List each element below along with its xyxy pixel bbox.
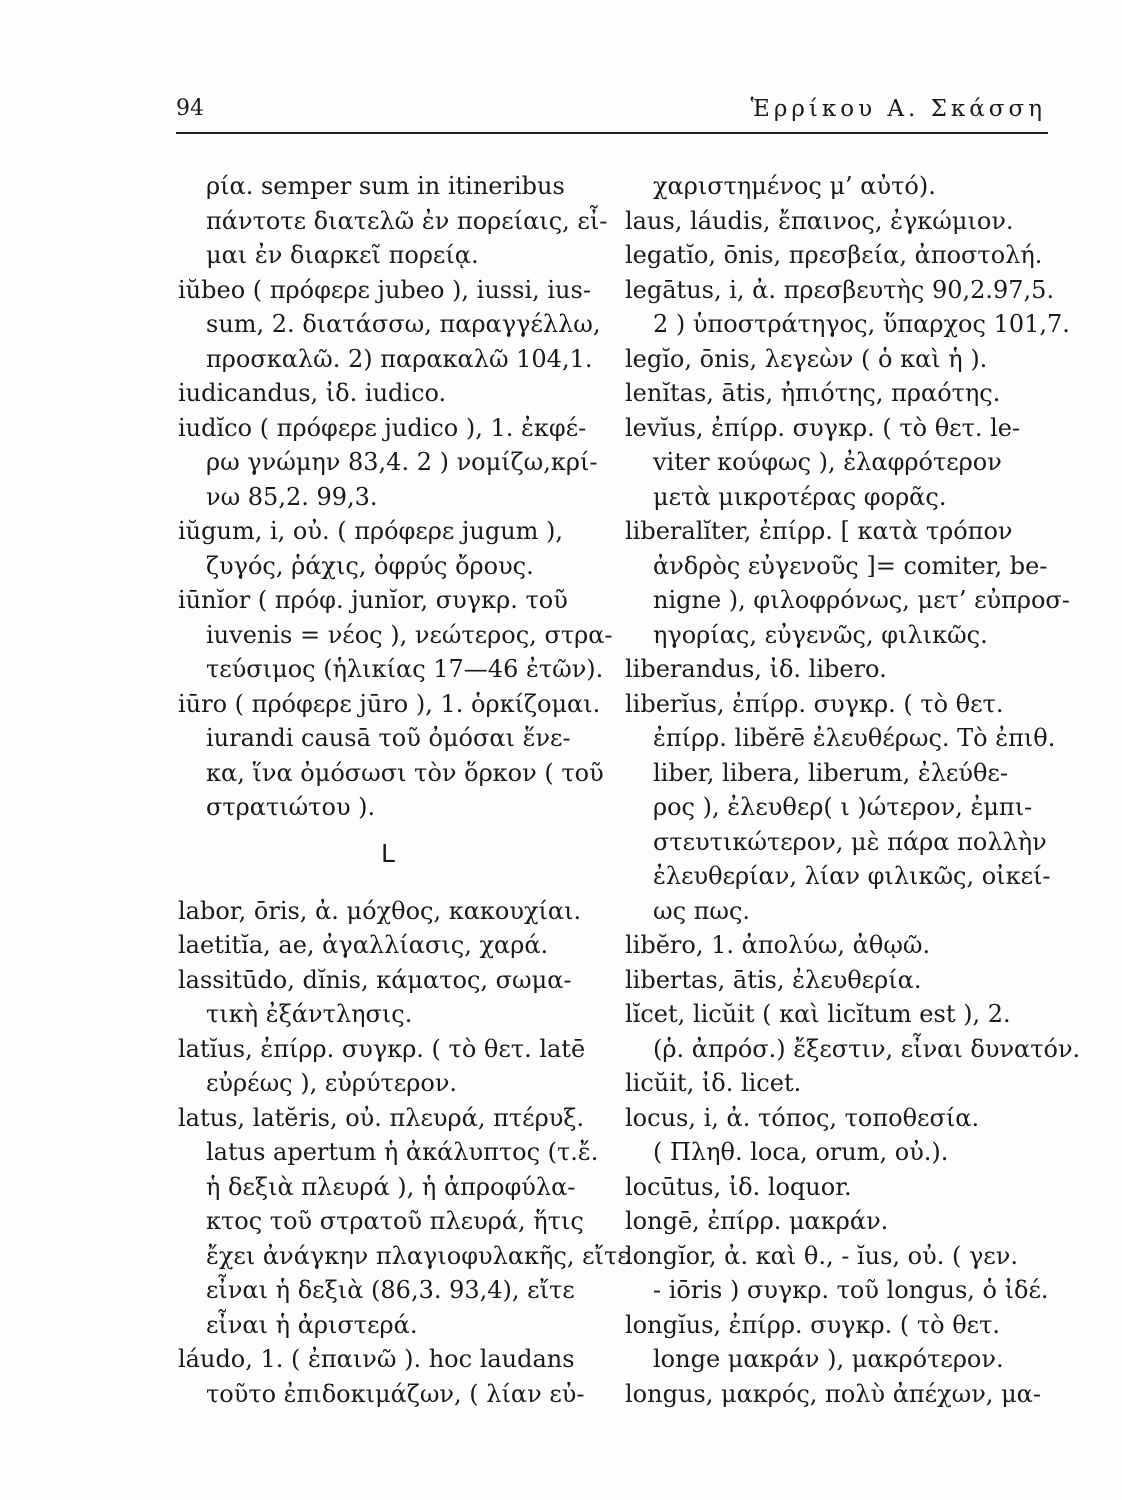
dictionary-line: nigne ), φιλοφρόνως, μετ’ εὐπροσ- [653, 586, 1070, 614]
dictionary-line: laetitĭa, ae, ἀγαλλίασις, χαρά. [178, 931, 549, 959]
dictionary-line: ηγορίας, εὐγενῶς, φιλικῶς. [653, 620, 988, 649]
dictionary-line: iūro ( πρόφερε jūro ), 1. ὁρκίζομαι. [178, 689, 601, 718]
dictionary-line: εὐρέως ), εὐρύτερον. [206, 1069, 458, 1097]
dictionary-line: στευτικώτερον, μὲ πάρα πολλὴν [653, 827, 1047, 856]
dictionary-line: latus, latĕris, οὐ. πλευρά, πτέρυξ. [178, 1103, 585, 1132]
dictionary-line: liberalĭter, ἐπίρρ. [ κατὰ τρόπον [625, 517, 1013, 545]
dictionary-line: levĭus, ἐπίρρ. συγκρ. ( τὸ θετ. le- [625, 413, 1021, 442]
dictionary-line: (ῥ. ἀπρόσ.) ἔξεστιν, εἶναι δυνατόν. [653, 1034, 1081, 1063]
dictionary-line: longus, μακρός, πολὺ ἀπέχων, μα- [625, 1379, 1041, 1408]
page-number: 94 [176, 96, 204, 121]
dictionary-line: iŭbeo ( πρόφερε jubeo ), iussi, ius- [178, 275, 591, 304]
dictionary-line: liber, libera, liberum, ἐλεύθε- [653, 758, 1008, 787]
dictionary-line: liberĭus, ἐπίρρ. συγκρ. ( τὸ θετ. [625, 689, 1004, 718]
dictionary-line: legĭo, ōnis, λεγεὼν ( ὁ καὶ ἡ ). [625, 344, 988, 373]
left-column [178, 169, 630, 1411]
dictionary-line: χαριστημένος μ’ αὐτό). [653, 172, 936, 200]
dictionary-line: longē, ἐπίρρ. μακράν. [625, 1207, 889, 1235]
dictionary-line: iudĭco ( πρόφερε judico ), 1. ἐκφέ- [178, 413, 587, 442]
dictionary-line: legatĭo, ōnis, πρεσβεία, ἀποστολή. [625, 241, 1043, 269]
dictionary-line: μετὰ μικροτέρας φορᾶς. [653, 482, 947, 511]
dictionary-line: locūtus, ἰδ. loquor. [625, 1172, 852, 1201]
dictionary-line: locus, i, ἀ. τόπος, τοποθεσία. [625, 1103, 980, 1132]
dictionary-line: τοῦτο ἐπιδοκιμάζων, ( λίαν εὐ- [206, 1379, 585, 1408]
dictionary-line: ἐπίρρ. libĕrē ἐλευθέρως. Τὸ ἐπιθ. [653, 724, 1056, 752]
dictionary-line: iuvenis = νέος ), νεώτερος, στρα- [206, 620, 613, 649]
dictionary-line: iudicandus, ἰδ. iudico. [178, 379, 447, 407]
dictionary-line: τεύσιμος (ἡλικίας 17—46 ἐτῶν). [206, 655, 604, 683]
dictionary-line: lĭcet, licŭit ( καὶ licĭtum est ), 2. [625, 1000, 1011, 1028]
dictionary-line: iūnĭor ( πρόφ. junĭor, συγκρ. τοῦ [178, 586, 568, 614]
dictionary-line: στρατιώτου ). [206, 793, 376, 821]
dictionary-line: προσκαλῶ. 2) παρακαλῶ 104,1. [206, 344, 593, 373]
dictionary-line: μαι ἐν διαρκεῖ πορείᾳ. [206, 241, 479, 269]
dictionary-line: liberandus, ἰδ. libero. [625, 655, 887, 683]
dictionary-line: εἶναι ἡ ἀριστερά. [206, 1310, 418, 1339]
dictionary-line: ρία. semper sum in itineribus [206, 172, 565, 200]
dictionary-line: libĕro, 1. ἀπολύω, ἀθῳῶ. [625, 931, 931, 959]
dictionary-line: εἶναι ἡ δεξιὰ (86,3. 93,4), εἴτε [206, 1276, 575, 1304]
right-column [625, 169, 1081, 1411]
dictionary-line: ἔχει ἀνάγκην πλαγιοφυλακῆς, εἴτε [206, 1241, 630, 1270]
dictionary-line: ἡ δεξιὰ πλευρά ), ἡ ἀπροφύλα- [206, 1172, 576, 1201]
dictionary-line: ἐλευθερίαν, λίαν φιλικῶς, οἰκεί- [653, 862, 1051, 890]
dictionary-line: licŭit, ἰδ. licet. [625, 1069, 802, 1097]
dictionary-line: ( Πληθ. loca, orum, οὐ.). [653, 1138, 949, 1166]
dictionary-line: longĭus, ἐπίρρ. συγκρ. ( τὸ θετ. [625, 1310, 1001, 1339]
dictionary-line: ρω γνώμην 83,4. 2 ) νομίζω,κρί- [206, 448, 598, 476]
dictionary-line: ως πως. [653, 896, 751, 925]
dictionary-line: νω 85,2. 99,3. [206, 482, 378, 511]
header-rule [176, 132, 1048, 134]
dictionary-line: ρος ), ἐλευθερ( ι )ώτερον, ἐμπι- [653, 793, 1033, 821]
dictionary-line: ζυγός, ῥάχις, ὀφρύς ὄρους. [206, 551, 534, 580]
dictionary-line: laus, láudis, ἔπαινος, ἐγκώμιον. [625, 206, 1014, 235]
dictionary-line: longe μακράν ), μακρότερον. [653, 1345, 1004, 1373]
running-title: Ἑρρίκου Α. Σκάσση [750, 96, 1046, 122]
dictionary-line: 2 ) ὑποστράτηγος, ὕπαρχος 101,7. [653, 310, 1070, 338]
dictionary-line: latĭus, ἐπίρρ. συγκρ. ( τὸ θετ. latē [178, 1034, 586, 1063]
dictionary-line: ἀνδρὸς εὐγενοῦς ]= comiter, be- [653, 551, 1048, 580]
page-header [176, 96, 1046, 132]
dictionary-line: πάντοτε διατελῶ ἐν πορείαις, εἶ- [206, 206, 608, 235]
dictionary-line: iurandi causā τοῦ ὀμόσαι ἕνε- [206, 724, 571, 752]
dictionary-line: sum, 2. διατάσσω, παραγγέλλω, [206, 310, 601, 338]
dictionary-line: latus apertum ἡ ἀκάλυπτος (τ.ἔ. [206, 1138, 599, 1166]
dictionary-line: libertas, ātis, ἐλευθερία. [625, 965, 922, 994]
dictionary-line: láudo, 1. ( ἐπαινῶ ). hoc laudans [178, 1345, 575, 1373]
dictionary-line: lassitūdo, dĭnis, κάματος, σωμα- [178, 965, 572, 994]
section-letter: L [381, 838, 395, 868]
dictionary-line: longĭor, ἀ. καὶ θ., - ĭus, οὐ. ( γεν. [625, 1241, 1018, 1270]
dictionary-line: κτος τοῦ στρατοῦ πλευρά, ἥτις [206, 1207, 584, 1235]
dictionary-line: iŭgum, i, οὐ. ( πρόφερε jugum ), [178, 517, 564, 545]
dictionary-line: - iōris ) συγκρ. τοῦ longus, ὁ ἰδέ. [653, 1276, 1049, 1304]
dictionary-line: viter κούφως ), ἐλαφρότερον [653, 448, 1002, 476]
dictionary-line: labor, ōris, ἀ. μόχθος, κακουχίαι. [178, 896, 582, 925]
dictionary-line: κα, ἵνα ὀμόσωσι τὸν ὅρκον ( τοῦ [206, 758, 604, 787]
dictionary-line: lenĭtas, ātis, ἠπιότης, πραότης. [625, 379, 1001, 407]
dictionary-line: legātus, i, ἀ. πρεσβευτὴς 90,2.97,5. [625, 275, 1055, 304]
dictionary-line: τικὴ ἐξάντλησις. [206, 1000, 413, 1028]
